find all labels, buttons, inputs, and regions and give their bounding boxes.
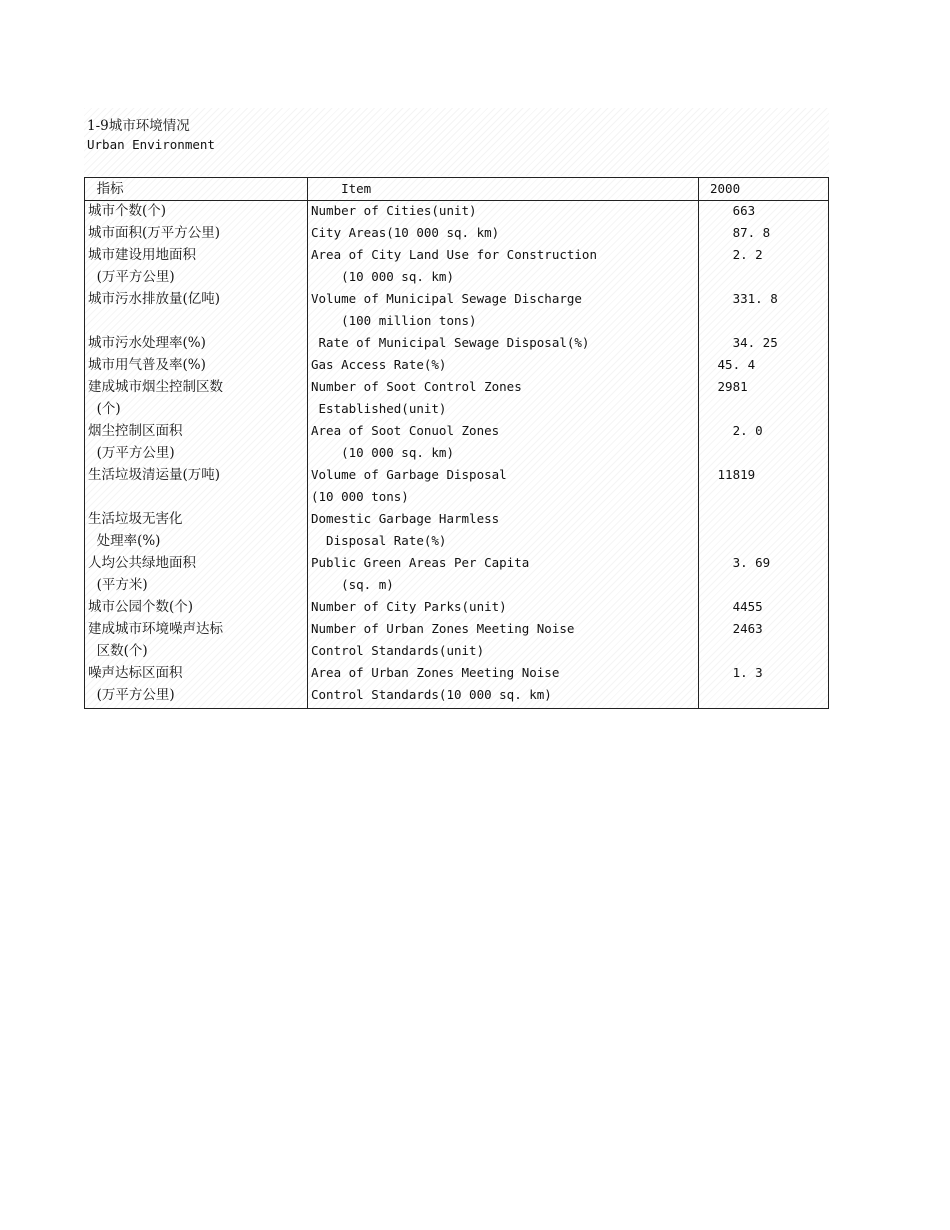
indicator-cell: (万平方公里)	[88, 269, 175, 285]
item-cell: Control Standards(10 000 sq. km)	[311, 687, 552, 702]
item-cell: Number of Soot Control Zones	[311, 379, 522, 394]
indicator-cell: 区数(个)	[88, 643, 148, 659]
item-cell: City Areas(10 000 sq. km)	[311, 225, 500, 240]
item-cell: Volume of Garbage Disposal	[311, 467, 507, 482]
indicator-cell: (万平方公里)	[88, 687, 175, 703]
indicator-cell: 生活垃圾清运量(万吨)	[88, 467, 221, 483]
item-cell: Area of Urban Zones Meeting Noise	[311, 665, 560, 680]
item-cell: Gas Access Rate(%)	[311, 357, 447, 372]
value-cell: 34. 25	[710, 335, 778, 350]
item-cell: Number of City Parks(unit)	[311, 599, 507, 614]
table-title-english: Urban Environment	[87, 137, 215, 152]
indicator-cell: 噪声达标区面积	[88, 665, 183, 681]
value-cell: 331. 8	[710, 291, 778, 306]
value-cell: 45. 4	[710, 357, 756, 372]
item-cell: Number of Urban Zones Meeting Noise	[311, 621, 575, 636]
column-divider	[307, 178, 308, 708]
item-cell: Number of Cities(unit)	[311, 203, 477, 218]
item-cell: Control Standards(unit)	[311, 643, 485, 658]
header-item: Item	[311, 181, 372, 196]
indicator-cell: (平方米)	[88, 577, 148, 593]
item-cell: Public Green Areas Per Capita	[311, 555, 530, 570]
item-cell: Area of Soot Conuol Zones	[311, 423, 500, 438]
value-cell: 2463	[710, 621, 763, 636]
indicator-cell: 城市污水排放量(亿吨)	[88, 291, 221, 307]
item-cell: (100 million tons)	[311, 313, 477, 328]
item-cell: (sq. m)	[311, 577, 394, 592]
value-cell: 1. 3	[710, 665, 763, 680]
value-cell: 3. 69	[710, 555, 771, 570]
value-cell: 663	[710, 203, 756, 218]
value-cell: 2981	[710, 379, 748, 394]
value-cell: 87. 8	[710, 225, 771, 240]
indicator-cell: 建成城市烟尘控制区数	[88, 379, 223, 395]
urban-environment-table	[84, 177, 829, 709]
indicator-cell: 城市建设用地面积	[88, 247, 196, 263]
indicator-cell: 建成城市环境噪声达标	[88, 621, 223, 637]
indicator-cell: 烟尘控制区面积	[88, 423, 183, 439]
value-cell: 2. 0	[710, 423, 763, 438]
indicator-cell: 城市面积(万平方公里)	[88, 225, 221, 241]
indicator-cell: 生活垃圾无害化	[88, 511, 183, 527]
item-cell: (10 000 tons)	[311, 489, 409, 504]
indicator-cell: 城市用气普及率(%)	[88, 357, 206, 373]
indicator-cell: 城市污水处理率(%)	[88, 335, 206, 351]
indicator-cell: (个)	[88, 401, 121, 417]
item-cell: (10 000 sq. km)	[311, 445, 454, 460]
indicator-cell: (万平方公里)	[88, 445, 175, 461]
value-cell: 2. 2	[710, 247, 763, 262]
indicator-cell: 城市个数(个)	[88, 203, 167, 219]
indicator-cell: 城市公园个数(个)	[88, 599, 194, 615]
value-cell: 4455	[710, 599, 763, 614]
value-cell: 11819	[710, 467, 756, 482]
item-cell: Established(unit)	[311, 401, 447, 416]
item-cell: Disposal Rate(%)	[311, 533, 447, 548]
item-cell: Rate of Municipal Sewage Disposal(%)	[311, 335, 590, 350]
table-title-chinese: 1-9城市环境情况	[87, 118, 190, 134]
item-cell: Volume of Municipal Sewage Discharge	[311, 291, 582, 306]
header-year: 2000	[710, 181, 741, 196]
item-cell: Domestic Garbage Harmless	[311, 511, 500, 526]
indicator-cell: 人均公共绿地面积	[88, 555, 196, 571]
header-indicator: 指标	[88, 181, 124, 197]
item-cell: (10 000 sq. km)	[311, 269, 454, 284]
column-divider	[698, 178, 699, 708]
indicator-cell: 处理率(%)	[88, 533, 161, 549]
item-cell: Area of City Land Use for Construction	[311, 247, 597, 262]
